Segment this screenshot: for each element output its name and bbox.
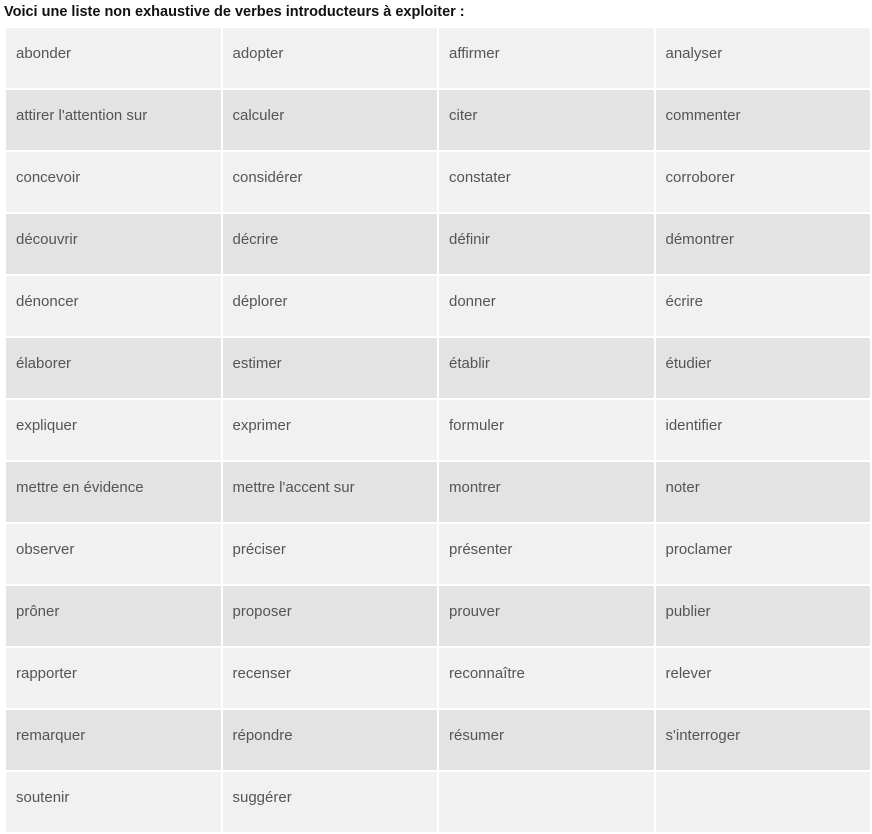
table-row	[6, 338, 870, 398]
table-cell: analyser	[656, 28, 871, 88]
table-cell: démontrer	[656, 214, 871, 274]
table-cell: s'interroger	[656, 710, 871, 770]
table-cell: soutenir	[6, 772, 221, 832]
table-cell: préciser	[223, 524, 438, 584]
table-cell: déplorer	[223, 276, 438, 336]
table-cell: donner	[439, 276, 654, 336]
table-row	[6, 772, 870, 832]
table-cell: prôner	[6, 586, 221, 646]
table-row	[6, 90, 870, 150]
table-cell: exprimer	[223, 400, 438, 460]
table-cell: affirmer	[439, 28, 654, 88]
table-row	[6, 462, 870, 522]
table-cell: écrire	[656, 276, 871, 336]
table-cell: relever	[656, 648, 871, 708]
table-cell: observer	[6, 524, 221, 584]
table-cell: découvrir	[6, 214, 221, 274]
table-cell: définir	[439, 214, 654, 274]
table-cell: calculer	[223, 90, 438, 150]
table-cell: proposer	[223, 586, 438, 646]
table-row	[6, 524, 870, 584]
table-cell: noter	[656, 462, 871, 522]
table-cell: remarquer	[6, 710, 221, 770]
table-row	[6, 214, 870, 274]
table-cell: publier	[656, 586, 871, 646]
table-row	[6, 648, 870, 708]
table-cell: adopter	[223, 28, 438, 88]
table-cell: décrire	[223, 214, 438, 274]
table-cell: reconnaître	[439, 648, 654, 708]
table-row	[6, 276, 870, 336]
table-cell: concevoir	[6, 152, 221, 212]
table-cell: mettre en évidence	[6, 462, 221, 522]
table-cell: expliquer	[6, 400, 221, 460]
table-cell: suggérer	[223, 772, 438, 832]
table-row	[6, 710, 870, 770]
table-cell: considérer	[223, 152, 438, 212]
intro-heading: Voici une liste non exhaustive de verbes introducteurs à exploiter :	[4, 4, 465, 20]
table-row	[6, 28, 870, 88]
table-cell: attirer l'attention sur	[6, 90, 221, 150]
table-cell: mettre l'accent sur	[223, 462, 438, 522]
table-cell: abonder	[6, 28, 221, 88]
table-cell: recenser	[223, 648, 438, 708]
table-cell: montrer	[439, 462, 654, 522]
table-cell: formuler	[439, 400, 654, 460]
table-cell	[439, 772, 654, 832]
table-cell: corroborer	[656, 152, 871, 212]
table-cell: dénoncer	[6, 276, 221, 336]
table-row	[6, 586, 870, 646]
table-cell: établir	[439, 338, 654, 398]
table-cell: présenter	[439, 524, 654, 584]
table-cell: élaborer	[6, 338, 221, 398]
table-cell: citer	[439, 90, 654, 150]
table-cell: prouver	[439, 586, 654, 646]
table-row	[6, 400, 870, 460]
table-cell: étudier	[656, 338, 871, 398]
table-cell: résumer	[439, 710, 654, 770]
table-cell: répondre	[223, 710, 438, 770]
table-cell	[656, 772, 871, 832]
table-row	[6, 152, 870, 212]
verbs-table	[4, 26, 872, 834]
verbs-table-body	[6, 28, 870, 832]
table-cell: proclamer	[656, 524, 871, 584]
table-cell: identifier	[656, 400, 871, 460]
table-cell: constater	[439, 152, 654, 212]
table-cell: estimer	[223, 338, 438, 398]
table-cell: rapporter	[6, 648, 221, 708]
table-cell: commenter	[656, 90, 871, 150]
